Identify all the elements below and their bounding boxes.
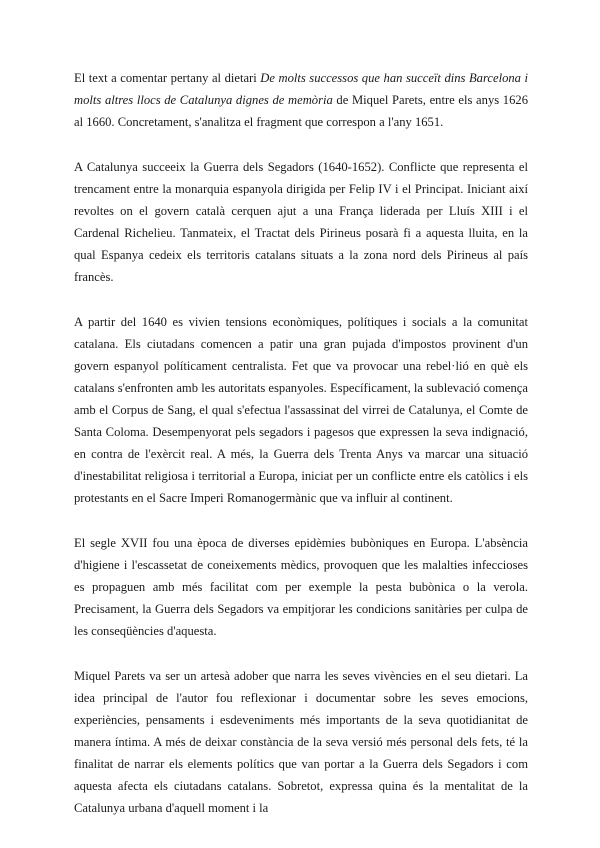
intro-before: El text a comentar pertany al dietari	[74, 71, 261, 85]
diary-title: De molts successos que han succeït dins Barcelona i molts altres llocs de Catalunya dignes de memòria	[74, 71, 528, 107]
document-page	[74, 67, 528, 842]
intro-after: de Miquel Parets, entre els anys 1626 al 1660. Concretament, s'analitza el fragment que correspon a l'any 1651.	[74, 93, 528, 129]
paragraph-miquel-parets: Miquel Parets va ser un artesà adober que narra les seves vivències en el seu dietari. La idea principal de l'autor fou reflexionar i documentar sobre les seves emocions, experiències, pensaments i esdeveniments més importants de la seva quotidianitat de manera íntima. A més de deixar constància de la seva versió més personal dels fets, té la finalitat de narrar els elements polítics que van portar a la Guerra dels Segadors i com aquesta afecta els ciutadans catalans. Sobretot, expressa quina és la mentalitat de la Catalunya urbana d'aquell moment i la	[74, 669, 528, 815]
paragraph-guerra-segadors: A Catalunya succeeix la Guerra dels Segadors (1640-1652). Conflicte que representa el trencament entre la monarquia espanyola dirigida per Felip IV i el Principat. Iniciant així revoltes on el govern català cerquen ajut a una França liderada per Lluís XIII i el Cardenal Richelieu. Tanmateix, el Tractat dels Pirineus posarà fi a aquesta lluita, en la qual Espanya cedeix els territoris catalans situats a la zona nord dels Pirineus al país francès.	[74, 160, 528, 284]
paragraph-epidemies: El segle XVII fou una època de diverses epidèmies bubòniques en Europa. L'absència d'higiene i l'escassetat de coneixements mèdics, provoquen que les malalties infeccioses es propaguen amb més facilitat com per exemple la pesta bubònica o la verola. Precisament, la Guerra dels Segadors va empitjorar les condicions sanitàries per culpa de les conseqüències d'aquesta.	[74, 536, 528, 638]
paragraph-tensions: A partir del 1640 es vivien tensions econòmiques, polítiques i socials a la comunitat catalana. Els ciutadans comencen a patir una gran pujada d'impostos provinent d'un govern espanyol políticament centralista. Fet que va provocar una rebel·lió en què els catalans s'enfronten amb les autoritats espanyoles. Específicament, la sublevació comença amb el Corpus de Sang, el qual s'efectua l'assassinat del virrei de Catalunya, el Comte de Santa Coloma. Desempenyorat pels segadors i pagesos que expressen la seva indignació, en contra de l'exèrcit real. A més, la Guerra dels Trenta Anys va marcar una situació d'inestabilitat religiosa i territorial a Europa, iniciat per un conflicte entre els catòlics i els protestants en el Sacre Imperi Romanogermànic que va influir al continent.	[74, 315, 528, 505]
intro-paragraph	[74, 67, 528, 133]
